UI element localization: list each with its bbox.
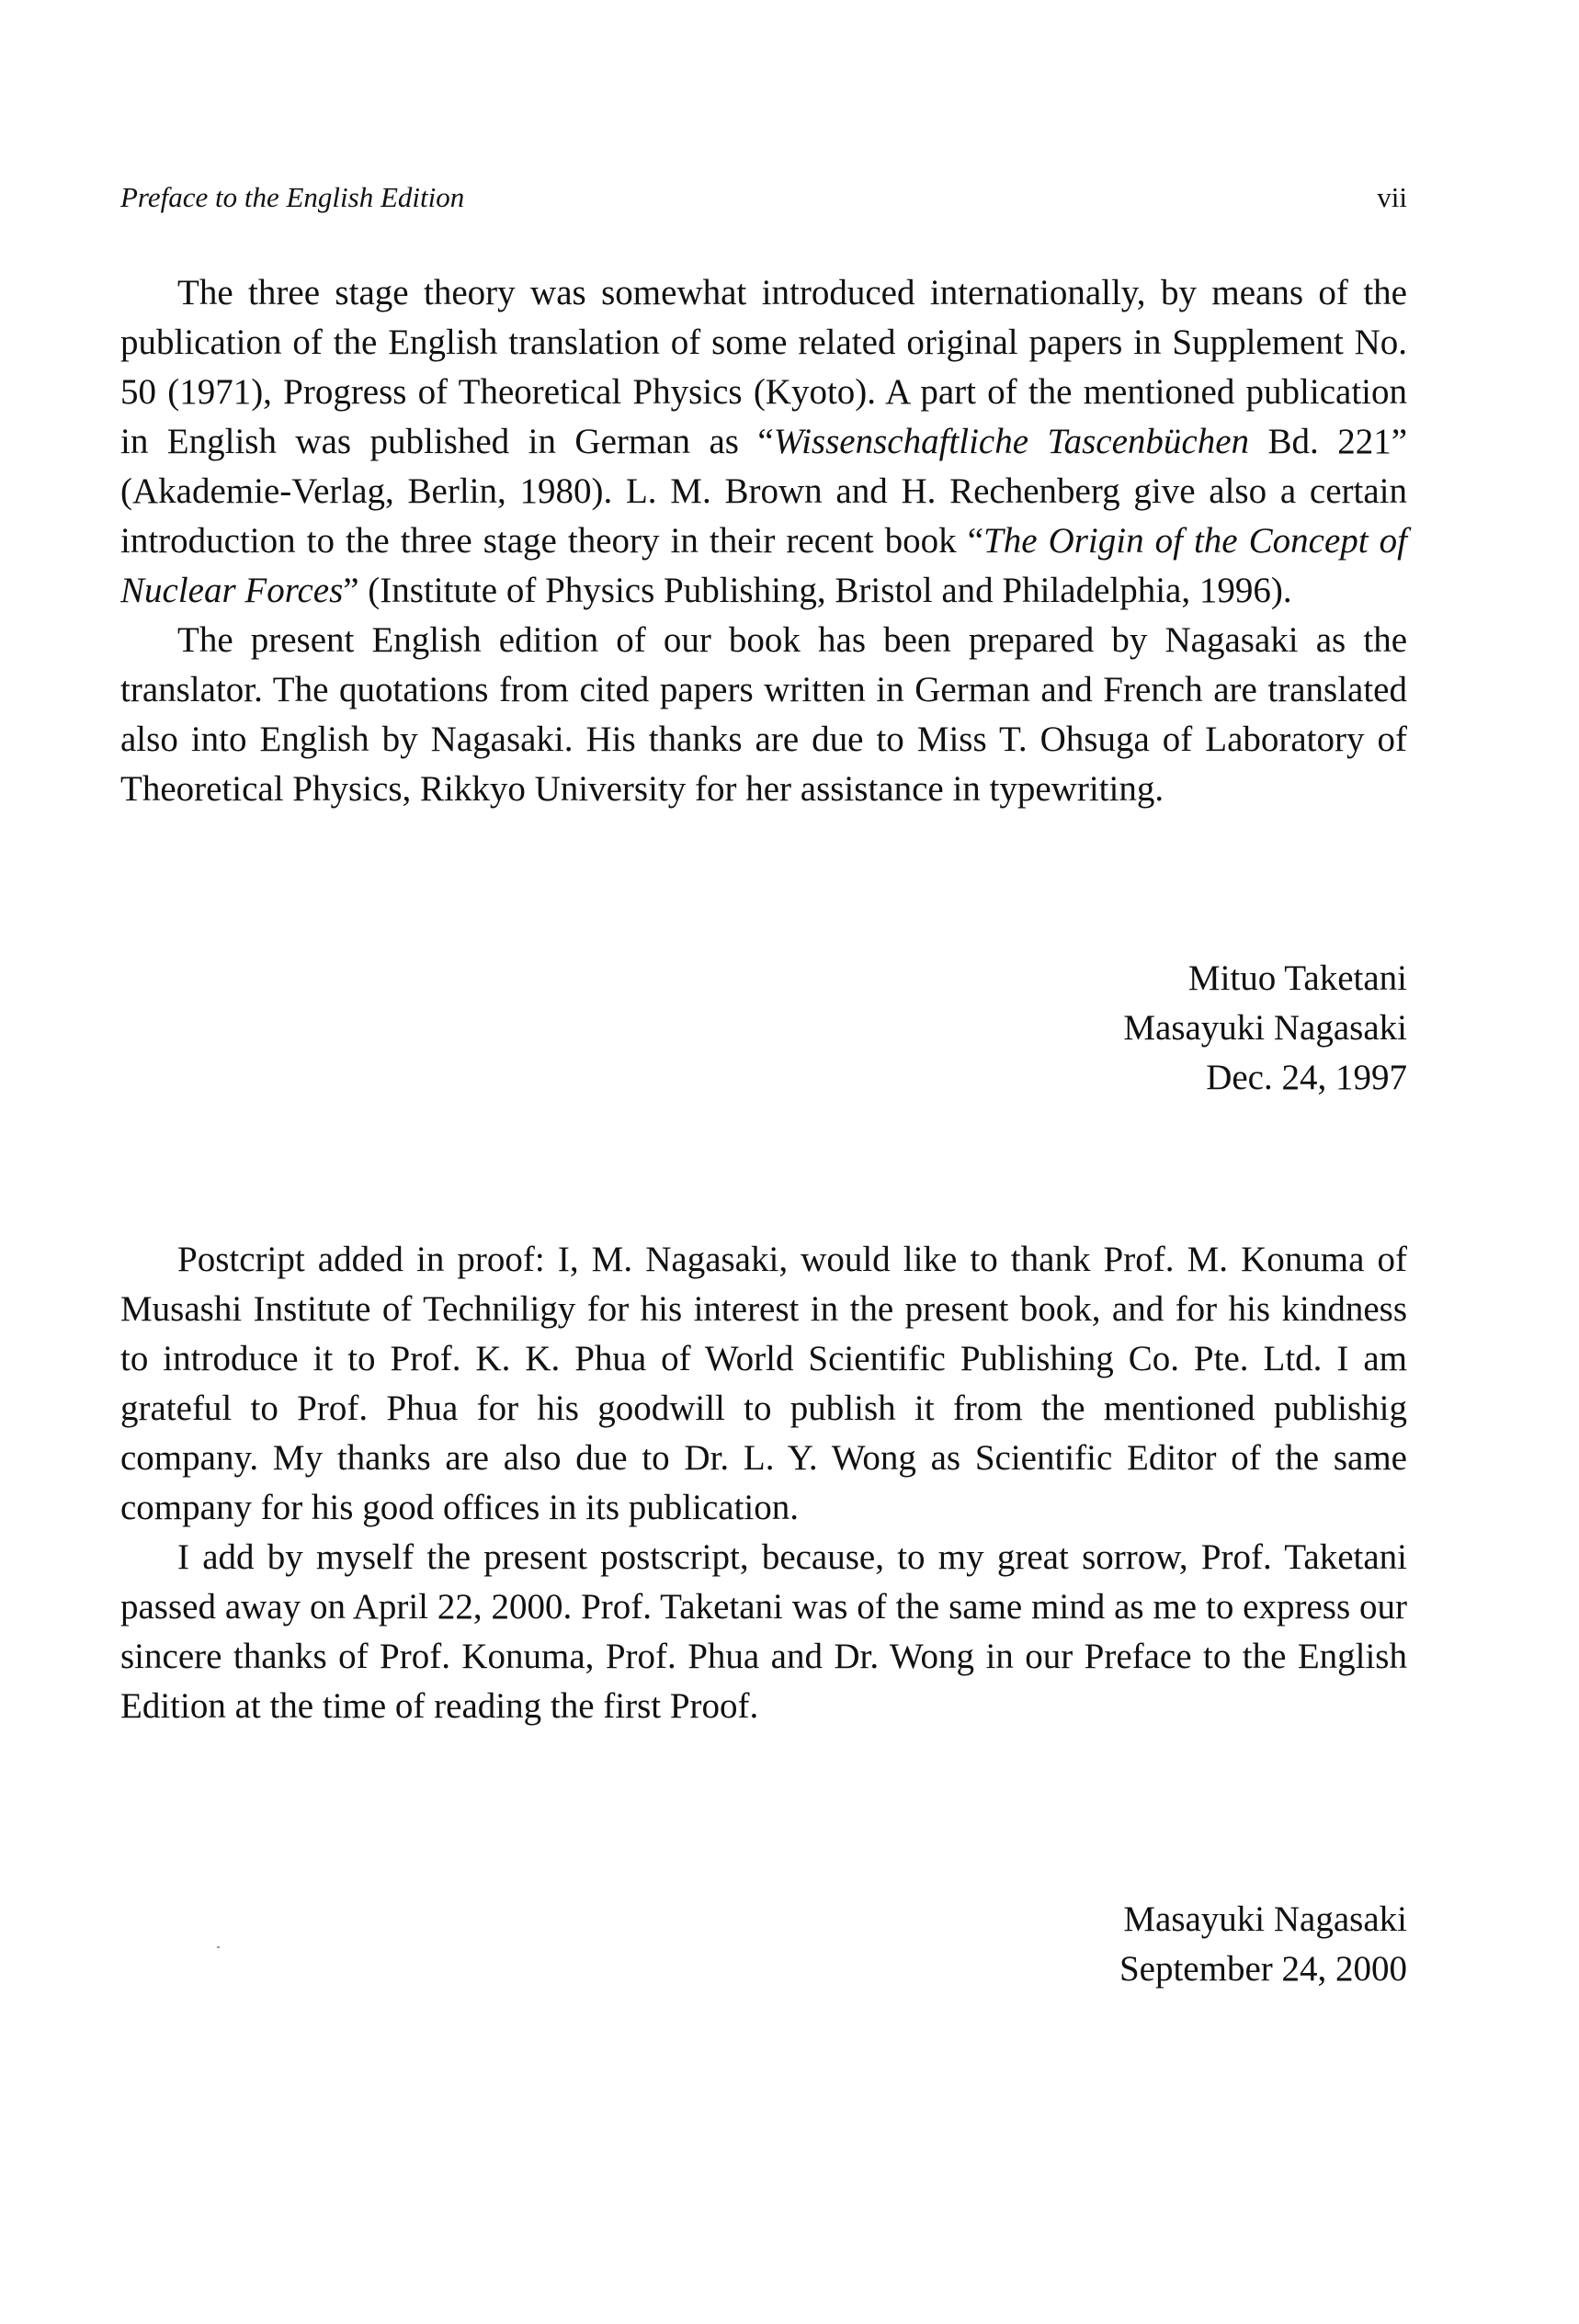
postscript-signature	[1119, 1895, 1407, 1994]
postscript-text	[120, 1235, 1407, 1731]
postscript-signature-date: September 24, 2000	[1119, 1949, 1407, 1989]
postscript-signature-name: Masayuki Nagasaki	[1123, 1899, 1407, 1939]
running-head	[120, 180, 1407, 215]
page-number: vii	[1377, 181, 1407, 213]
preface-paragraph-2: The present English edition of our book has been prepared by Nagasaki as the translator. The quotations from cited papers written in German and French are translated also into English by Nagasaki. His thanks are due to Miss T. Ohsuga of Laboratory of Theoretical Physics, Rikkyo University for her assistance in typewriting.	[120, 620, 1407, 809]
preface-p1-text-c: ” (Institute of Physics Publishing, Bristol and Philadelphia, 1996).	[343, 571, 1292, 610]
signature-name-nagasaki: Masayuki Nagasaki	[1123, 1008, 1407, 1048]
book-title-wissenschaftliche: Wissenschaftliche Tascenbüchen	[773, 422, 1250, 461]
scan-speck	[217, 1946, 220, 1948]
running-head-title: Preface to the English Edition	[120, 181, 465, 213]
preface-p1-text-b: Bd. 221” (Akademie-Verlag, Berlin, 1980). L. M. Brown and H. Rechenberg give also a certain introduction to the three stage theory in their recent book “	[120, 422, 1408, 561]
book-title-origin-nuclear-forces: The Origin of the Concept of Nuclear Forces	[120, 521, 1407, 610]
preface-p1-text-a: The three stage theory was somewhat introduced internationally, by means of the publication of the English translation of some related original papers in Supplement No. 50 (1971), Progress of Theoretical Physics (Kyoto). A part of the mentioned publication in English was published in German as “	[120, 273, 1407, 461]
preface-signature	[1123, 954, 1407, 1103]
postscript-paragraph-1: Postcript added in proof: I, M. Nagasaki, would like to thank Prof. M. Konuma of Musashi Institute of Techniligy for his interest in the present book, and for his kindness to introduce it to Prof. K. K. Phua of World Scientific Publishing Co. Pte. Ltd. I am grateful to Prof. Phua for his goodwill to publish it from the mentioned publishig company. My thanks are also due to Dr. L. Y. Wong as Scientific Editor of the same company for his good offices in its publication.	[120, 1240, 1407, 1527]
postscript-paragraph-2: I add by myself the present postscript, because, to my great sorrow, Prof. Taketani passed away on April 22, 2000. Prof. Taketani was of the same mind as me to express our sincere thanks of Prof. Konuma, Prof. Phua and Dr. Wong in our Preface to the English Edition at the time of reading the first Proof.	[120, 1537, 1407, 1726]
signature-name-taketani: Mituo Taketani	[1187, 958, 1407, 998]
signature-date: Dec. 24, 1997	[1206, 1058, 1407, 1097]
preface-text	[120, 268, 1407, 814]
preface-paragraph-1	[120, 268, 1407, 616]
